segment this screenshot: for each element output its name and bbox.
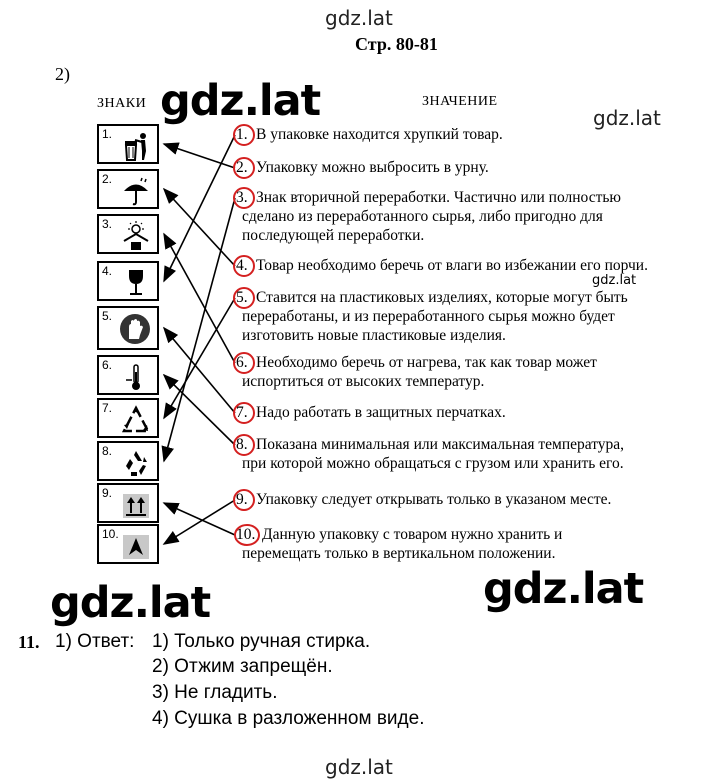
meaning-number: 2.: [236, 159, 248, 176]
number-circle: [234, 490, 254, 510]
task-label: 2): [55, 64, 70, 84]
number-circle: [234, 188, 254, 208]
number-circle: [234, 403, 254, 423]
meaning-number: 4.: [236, 257, 248, 274]
sign-number: 10.: [102, 527, 119, 541]
meaning-number: 10.: [236, 526, 256, 543]
meaning-line: переработаны, и из переработанного сырья можно будет: [242, 308, 615, 325]
meaning-text: Надо работать в защитных перчатках.: [256, 404, 506, 421]
answer-item: 4) Сушка в разложенном виде.: [152, 708, 425, 729]
sign-number: 5.: [102, 309, 113, 323]
sign-number: 9.: [102, 486, 113, 500]
sign-number: 6.: [102, 358, 113, 372]
meaning-text: Ставится на пластиковых изделиях, которые могут быть: [256, 289, 628, 306]
sign-number: 8.: [102, 444, 113, 458]
watermark-big-center: gdz.lat: [160, 76, 321, 126]
meaning-number: 9.: [236, 491, 248, 508]
meaning-header: ЗНАЧЕНИЕ: [422, 94, 498, 109]
watermark-bottom: gdz.lat: [325, 755, 393, 779]
sign-number: 1.: [102, 127, 113, 141]
meaning-text: Знак вторичной переработки. Частично или полностью: [256, 189, 621, 206]
watermark-right-mid: gdz.lat: [592, 273, 637, 288]
answer-item: 2) Отжим запрещён.: [152, 656, 333, 677]
meaning-text: Данную упаковку с товаром нужно хранить и: [262, 526, 563, 543]
meaning-number: 8.: [236, 436, 248, 453]
sign-number: 2.: [102, 172, 113, 186]
sign-number: 7.: [102, 401, 113, 415]
task11-number: 11.: [18, 632, 40, 652]
page-title: Стр. 80-81: [355, 34, 438, 54]
match-arrow: [164, 198, 235, 461]
watermark-top: gdz.lat: [325, 6, 393, 30]
meaning-number: 5.: [236, 289, 248, 306]
meaning-line: последующей переработки.: [242, 227, 425, 244]
meaning-number: 1.: [236, 126, 248, 143]
number-circle: [234, 435, 254, 455]
meaning-text: В упаковке находится хрупкий товар.: [256, 126, 503, 143]
meaning-text: Упаковку следует открывать только в указаном месте.: [256, 491, 612, 508]
match-arrow: [164, 503, 235, 535]
number-circle: [234, 288, 254, 308]
number-circle: [234, 158, 254, 178]
meaning-line: при которой можно обращаться с грузом или хранить его.: [242, 455, 624, 472]
number-circle: [235, 525, 259, 545]
meaning-text: Показана минимальная или максимальная температура,: [256, 436, 625, 453]
watermark-big-bottom-right: gdz.lat: [483, 564, 644, 614]
meaning-number: 3.: [236, 189, 248, 206]
number-circle: [234, 353, 254, 373]
meaning-text: Необходимо беречь от нагрева, так как товар может: [256, 354, 597, 371]
meaning-line: изготовить новые пластиковые изделия.: [242, 327, 506, 344]
match-arrow: [164, 500, 235, 544]
meaning-line: испортиться от высоких температур.: [242, 373, 485, 390]
number-circle: [234, 125, 254, 145]
meaning-line: перемещать только в вертикальном положении.: [242, 545, 556, 562]
match-arrow: [164, 135, 235, 281]
meaning-text: Товар необходимо беречь от влаги во избежании его порчи.: [256, 257, 648, 274]
signs-header: ЗНАКИ: [97, 96, 147, 111]
watermark-right-top: gdz.lat: [593, 106, 661, 130]
sign-number: 3.: [102, 217, 113, 231]
answer-item: 3) Не гладить.: [152, 682, 278, 703]
meaning-number: 6.: [236, 354, 248, 371]
answer-item: 1) Только ручная стирка.: [152, 631, 371, 652]
match-arrow: [164, 375, 235, 445]
sign-number: 4.: [102, 264, 113, 278]
watermark-big-bottom-left: gdz.lat: [50, 578, 211, 628]
number-circle: [234, 256, 254, 276]
task11-prefix: 1) Ответ:: [55, 631, 135, 652]
meaning-line: сделано из переработанного сырья, либо пригодно для: [242, 208, 603, 225]
meaning-number: 7.: [236, 404, 248, 421]
meaning-text: Упаковку можно выбросить в урну.: [256, 159, 489, 176]
